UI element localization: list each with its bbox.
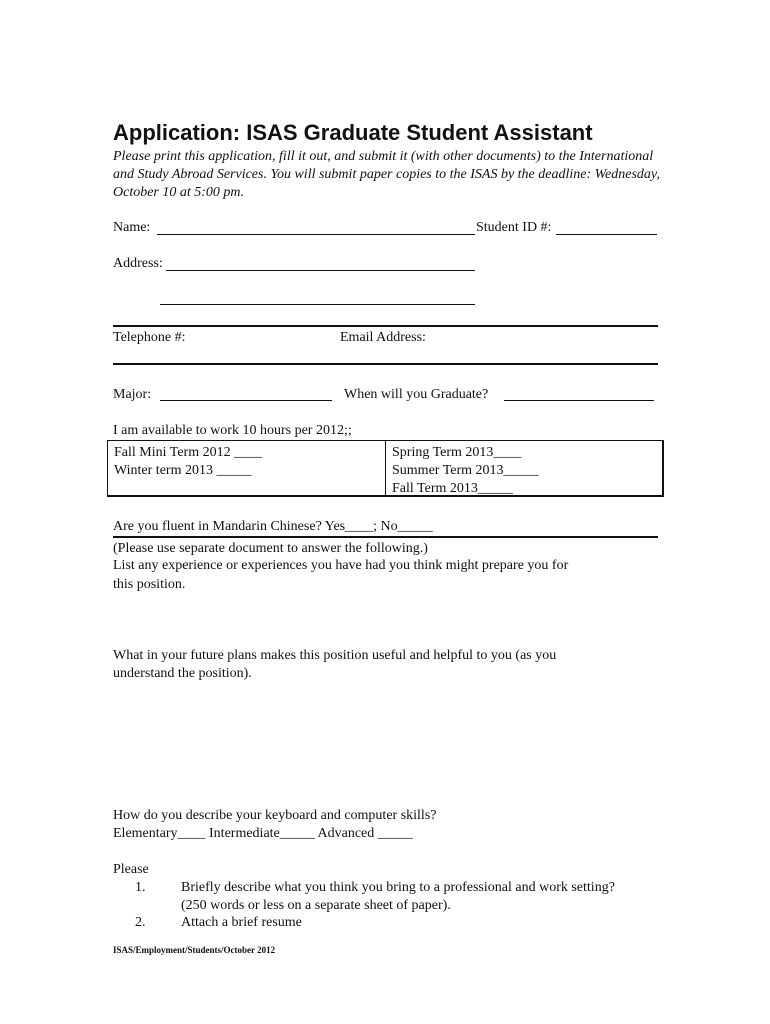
skills-options[interactable]: Elementary____ Intermediate_____ Advanced _____ <box>113 826 413 841</box>
experience-question: List any experience or experiences you have had you think might prepare you for <box>113 558 569 573</box>
major-field[interactable] <box>160 400 332 401</box>
address-field-line-1[interactable] <box>166 270 475 271</box>
page-title: Application: ISAS Graduate Student Assistant <box>113 120 593 145</box>
summer-term-option[interactable]: Summer Term 2013_____ <box>392 463 539 478</box>
footer: ISAS/Employment/Students/October 2012 <box>113 945 276 955</box>
address-label: Address: <box>113 256 163 271</box>
availability-heading: I am available to work 10 hours per 2012;; <box>113 423 352 438</box>
divider <box>113 363 658 365</box>
divider <box>113 536 658 538</box>
future-plans-question: What in your future plans makes this position useful and helpful to you (as you <box>113 648 557 663</box>
graduate-label: When will you Graduate? <box>344 387 489 402</box>
fall-term-option[interactable]: Fall Term 2013_____ <box>392 481 513 496</box>
list-number: 1. <box>135 880 146 895</box>
name-field[interactable] <box>157 234 475 235</box>
fall-mini-term-option[interactable]: Fall Mini Term 2012 ____ <box>114 445 263 460</box>
student-id-field[interactable] <box>556 234 657 235</box>
please-heading: Please <box>113 862 149 877</box>
winter-term-option[interactable]: Winter term 2013 _____ <box>114 463 252 478</box>
intro-paragraph: Please print this application, fill it out, and submit it (with other documents) to the International and Study Abroad Services. You will submit paper copies to the ISAS by the deadline: Wednesday, October 10 at 5:00 pm. <box>113 149 660 200</box>
mandarin-question[interactable]: Are you fluent in Mandarin Chinese? Yes____; No_____ <box>113 519 433 534</box>
list-item-text: Briefly describe what you think you bring to a professional and work setting? <box>181 880 615 895</box>
experience-question-cont: this position. <box>113 577 186 592</box>
address-field-line-2[interactable] <box>160 304 475 305</box>
column-divider <box>385 441 386 495</box>
list-item-text: Attach a brief resume <box>181 915 302 930</box>
list-number: 2. <box>135 915 146 930</box>
list-item-text: (250 words or less on a separate sheet of paper). <box>181 898 451 913</box>
spring-term-option[interactable]: Spring Term 2013____ <box>392 445 522 460</box>
availability-right-column <box>392 444 539 498</box>
major-label: Major: <box>113 387 152 402</box>
separate-document-note: (Please use separate document to answer the following.) <box>113 541 428 556</box>
student-id-label: Student ID #: <box>476 220 552 235</box>
divider <box>113 325 658 327</box>
telephone-label: Telephone #: <box>113 330 186 345</box>
availability-box <box>107 440 664 497</box>
name-label: Name: <box>113 220 151 235</box>
availability-left-column <box>114 444 262 480</box>
skills-question: How do you describe your keyboard and computer skills? <box>113 808 437 823</box>
graduate-field[interactable] <box>504 400 654 401</box>
future-plans-question-cont: understand the position). <box>113 666 252 681</box>
email-label: Email Address: <box>340 330 426 345</box>
